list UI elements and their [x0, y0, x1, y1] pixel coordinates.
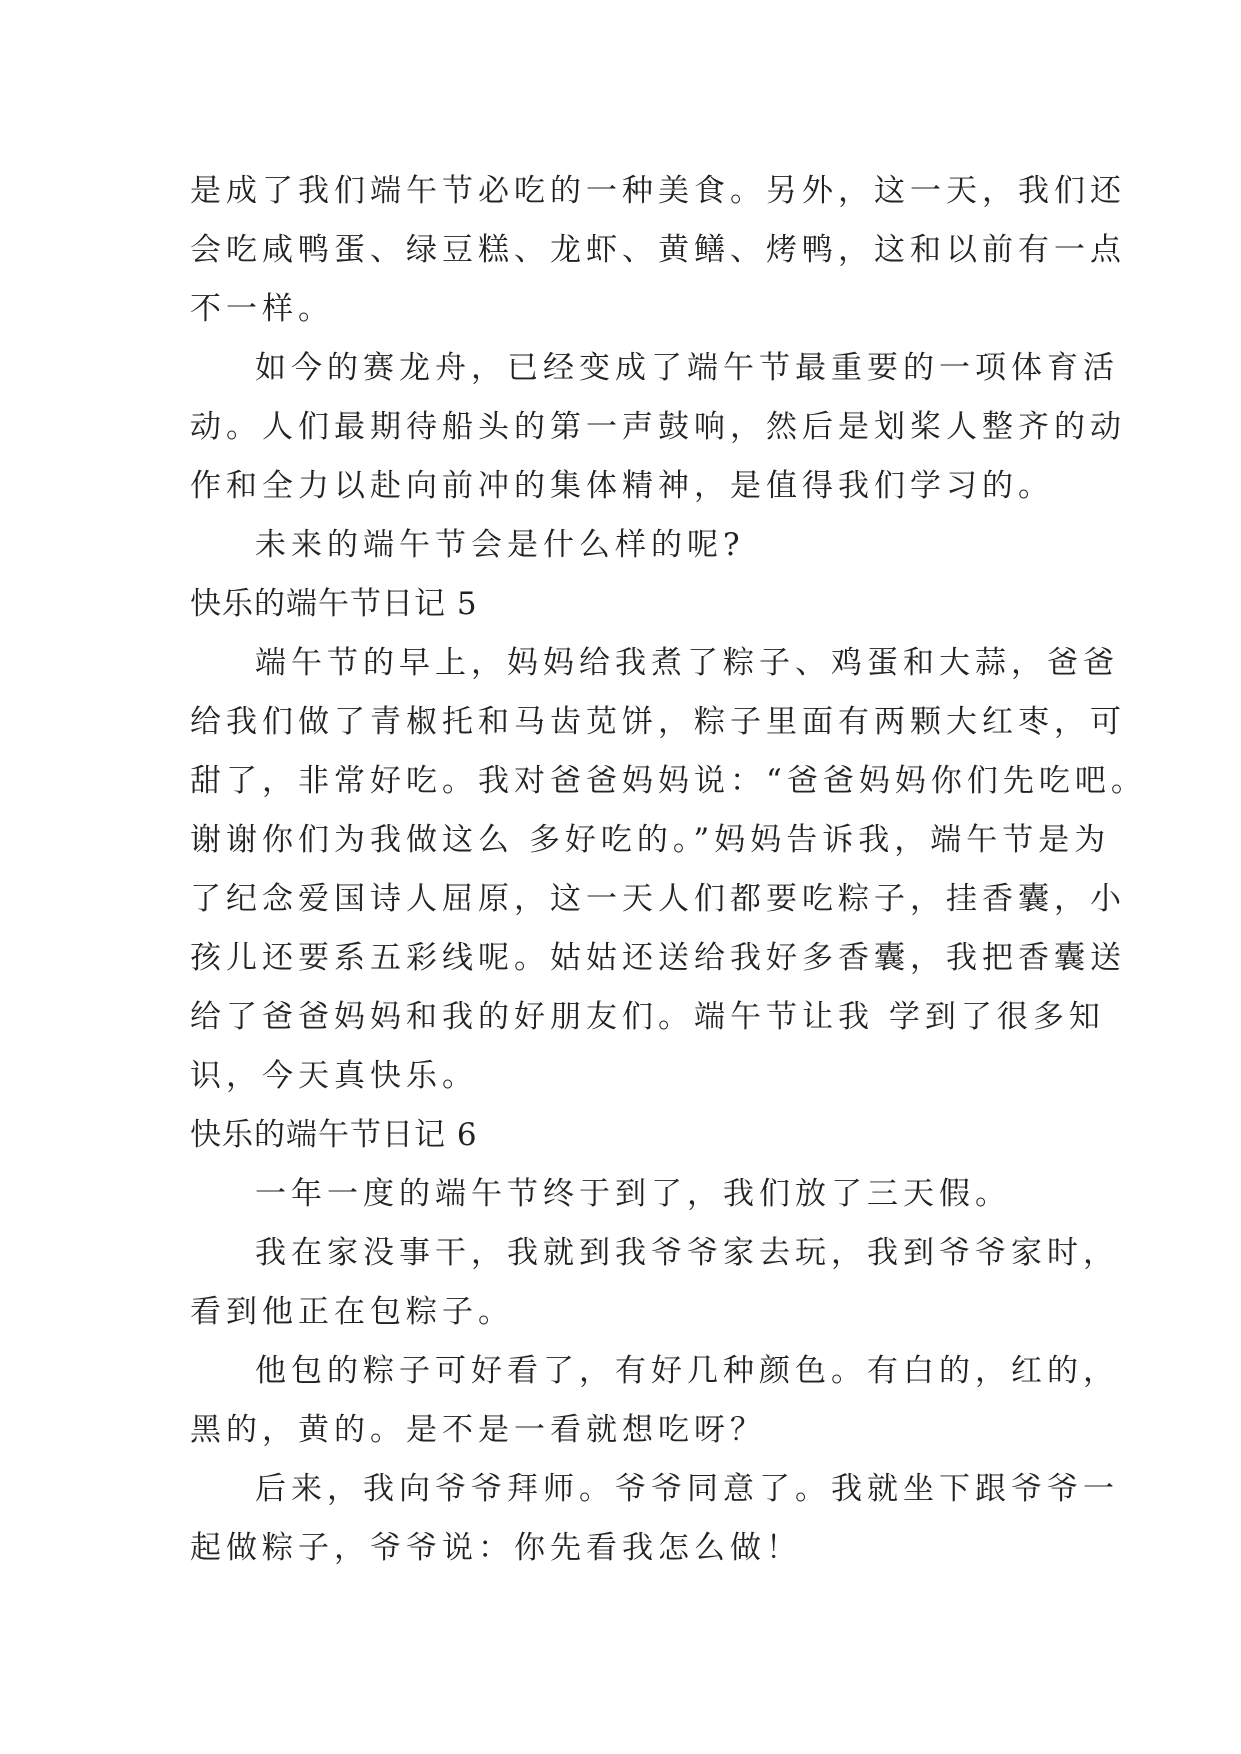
section-heading: 快乐的端午节日记 5 — [190, 586, 478, 622]
text-line: 会吃咸鸭蛋、绿豆糕、龙虾、黄鳝、烤鸭，这和以前有一点 — [190, 232, 1126, 268]
text-line: 作和全力以赴向前冲的集体精神，是值得我们学习的。 — [190, 468, 1054, 504]
text-line: 起做粽子，爷爷说：你先看我怎么做！ — [190, 1530, 802, 1566]
text-line: 未来的端午节会是什么样的呢? — [255, 527, 745, 563]
text-line: 识，今天真快乐。 — [190, 1058, 478, 1094]
text-line: 不一样。 — [190, 291, 334, 327]
text-line: 他包的粽子可好看了，有好几种颜色。有白的，红的， — [255, 1353, 1119, 1389]
text-line: 我在家没事干，我就到我爷爷家去玩，我到爷爷家时， — [255, 1235, 1119, 1271]
text-line: 了纪念爱国诗人屈原，这一天人们都要吃粽子，挂香囊，小 — [190, 881, 1126, 917]
text-line: 孩儿还要系五彩线呢。姑姑还送给我好多香囊，我把香囊送 — [190, 940, 1126, 976]
text-line: 后来，我向爷爷拜师。爷爷同意了。我就坐下跟爷爷一 — [255, 1471, 1119, 1507]
text-line: 如今的赛龙舟，已经变成了端午节最重要的一项体育活 — [255, 350, 1119, 386]
text-line: 是成了我们端午节必吃的一种美食。另外，这一天，我们还 — [190, 173, 1126, 209]
text-line: 动。人们最期待船头的第一声鼓响，然后是划桨人整齐的动 — [190, 409, 1126, 445]
text-line: 看到他正在包粽子。 — [190, 1294, 514, 1330]
text-line: 给了爸爸妈妈和我的好朋友们。端午节让我 学到了很多知 — [190, 999, 1105, 1035]
text-line: 端午节的早上，妈妈给我煮了粽子、鸡蛋和大蒜，爸爸 — [255, 645, 1119, 681]
text-line: 黑的，黄的。是不是一看就想吃呀？ — [190, 1412, 766, 1448]
document-body — [190, 162, 1147, 1578]
text-line: 谢谢你们为我做这么 多好吃的。”妈妈告诉我，端午节是为 — [190, 822, 1111, 858]
text-line: 一年一度的端午节终于到了，我们放了三天假。 — [255, 1176, 1011, 1212]
section-heading: 快乐的端午节日记 6 — [190, 1117, 478, 1153]
text-line: 给我们做了青椒托和马齿苋饼，粽子里面有两颗大红枣，可 — [190, 704, 1126, 740]
text-line: 甜了，非常好吃。我对爸爸妈妈说：“爸爸妈妈你们先吃吧。 — [190, 763, 1147, 799]
